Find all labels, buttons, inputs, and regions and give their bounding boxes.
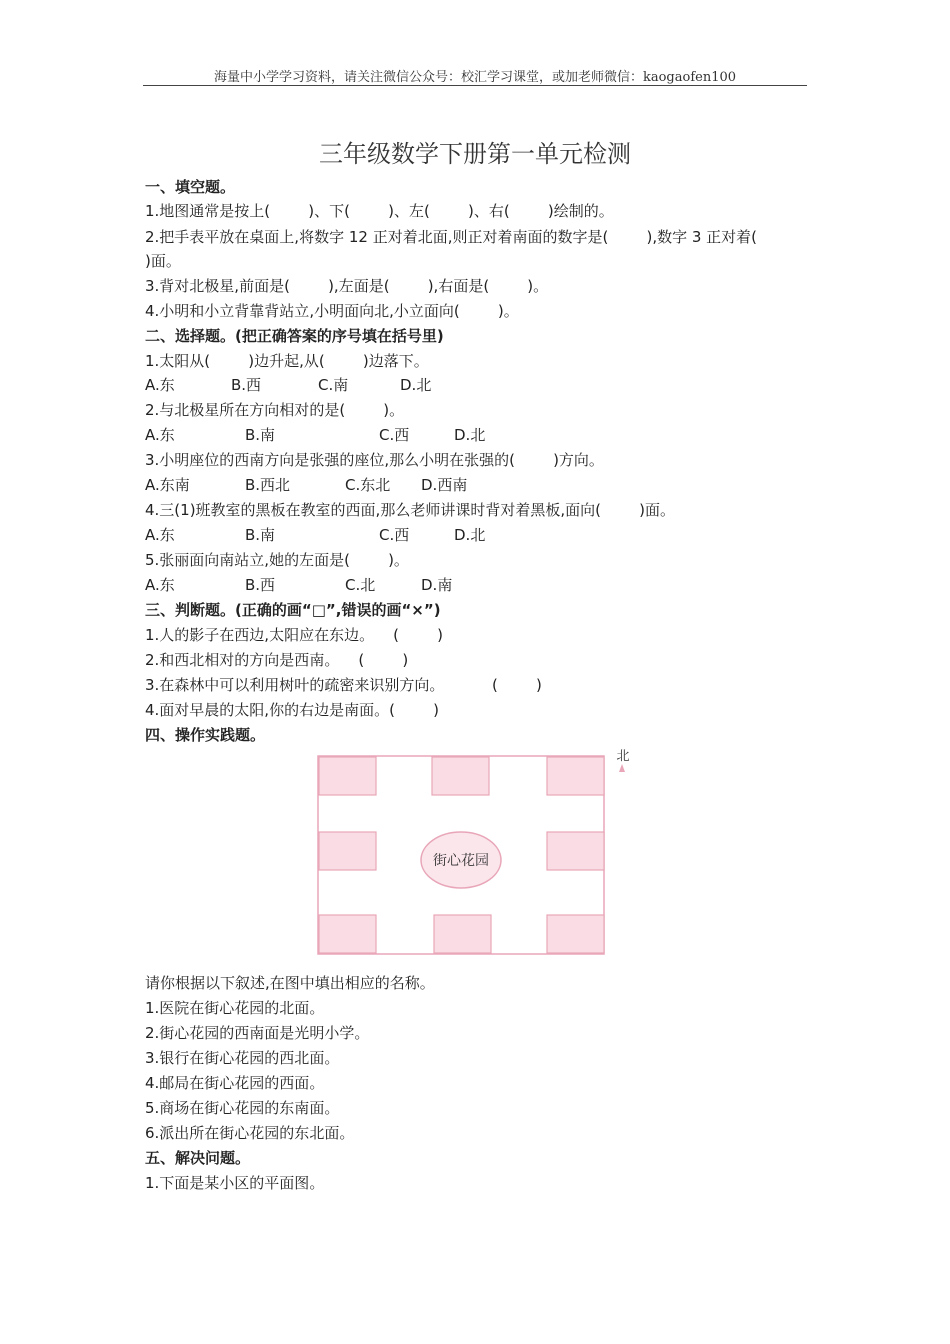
option: B.南 <box>245 426 276 444</box>
s2-q4-options <box>145 525 545 545</box>
s4-intro: 请你根据以下叙述,在图中填出相应的名称。 <box>145 974 435 992</box>
s2-q1-options <box>145 375 545 395</box>
s4-item-3: 3.银行在街心花园的西北面。 <box>145 1049 340 1067</box>
option: C.南 <box>318 376 349 394</box>
s2-question-2: 2.与北极星所在方向相对的是( )。 <box>145 401 405 419</box>
map-block-south <box>434 915 491 953</box>
option: C.西 <box>379 426 410 444</box>
option: D.北 <box>454 526 486 544</box>
page-header: 海量中小学学习资料，请关注微信公众号：校汇学习课堂，或加老师微信：kaogaofen100 <box>213 70 737 85</box>
map-block-southeast <box>547 915 604 953</box>
option: A.东 <box>145 576 175 594</box>
map-block-east <box>547 832 604 870</box>
option: B.西 <box>245 576 276 594</box>
option: C.西 <box>379 526 410 544</box>
s5-question-1: 1.下面是某小区的平面图。 <box>145 1174 325 1192</box>
north-arrow-icon <box>619 764 625 772</box>
section5-heading: 五、解决问题。 <box>145 1149 251 1167</box>
s4-item-4: 4.邮局在街心花园的西面。 <box>145 1074 325 1092</box>
map-block-southwest <box>319 915 376 953</box>
option: D.北 <box>454 426 486 444</box>
section2-heading: 二、选择题。(把正确答案的序号填在括号里) <box>145 327 444 345</box>
s2-question-1: 1.太阳从( )边升起,从( )边落下。 <box>145 352 429 370</box>
north-label: 北 <box>616 749 630 764</box>
option: B.西 <box>231 376 262 394</box>
s1-question-2: 2.把手表平放在桌面上,将数字 12 正对着北面,则正对着南面的数字是( ),数字 3 正对着( <box>145 228 758 246</box>
s4-item-6: 6.派出所在街心花园的东北面。 <box>145 1124 355 1142</box>
section3-heading: 三、判断题。(正确的画“□”,错误的画“×”) <box>145 601 441 619</box>
s4-item-1: 1.医院在街心花园的北面。 <box>145 999 325 1017</box>
option: A.东 <box>145 426 175 444</box>
s4-item-2: 2.街心花园的西南面是光明小学。 <box>145 1024 370 1042</box>
map-block-west <box>319 832 376 870</box>
s1-question-1: 1.地图通常是按上( )、下( )、左( )、右( )绘制的。 <box>145 202 614 220</box>
option: B.西北 <box>245 476 291 494</box>
s3-question-2: 2.和西北相对的方向是西南。 ( ) <box>145 651 409 669</box>
section4-heading: 四、操作实践题。 <box>145 726 266 744</box>
option: A.东 <box>145 526 175 544</box>
option: D.南 <box>421 576 453 594</box>
s4-item-5: 5.商场在街心花园的东南面。 <box>145 1099 340 1117</box>
option: D.北 <box>400 376 432 394</box>
map-svg <box>316 746 636 958</box>
s3-question-3: 3.在森林中可以利用树叶的疏密来识别方向。 ( ) <box>145 676 542 694</box>
option: D.西南 <box>421 476 468 494</box>
s1-question-4: 4.小明和小立背靠背站立,小明面向北,小立面向( )。 <box>145 302 519 320</box>
map-block-northwest <box>319 757 376 795</box>
s2-q5-options <box>145 575 545 595</box>
s1-question-3: 3.背对北极星,前面是( ),左面是( ),右面是( )。 <box>145 277 549 295</box>
s2-question-4: 4.三(1)班教室的黑板在教室的西面,那么老师讲课时背对着黑板,面向( )面。 <box>145 501 675 519</box>
option: C.北 <box>345 576 376 594</box>
street-map-figure <box>316 746 636 958</box>
s3-question-1: 1.人的影子在西边,太阳应在东边。 ( ) <box>145 626 444 644</box>
s2-question-5: 5.张丽面向南站立,她的左面是( )。 <box>145 551 409 569</box>
map-block-northeast <box>547 757 604 795</box>
s3-question-4: 4.面对早晨的太阳,你的右边是南面。( ) <box>145 701 439 719</box>
s2-question-3: 3.小明座位的西南方向是张强的座位,那么小明在张强的( )方向。 <box>145 451 604 469</box>
option: A.东 <box>145 376 175 394</box>
option: A.东南 <box>145 476 190 494</box>
s2-q2-options <box>145 425 545 445</box>
section1-heading: 一、填空题。 <box>145 178 236 196</box>
s2-q3-options <box>145 475 545 495</box>
map-block-north <box>432 757 489 795</box>
page-title: 三年级数学下册第一单元检测 <box>319 140 631 168</box>
s1-question-2-cont: )面。 <box>145 252 181 270</box>
option: C.东北 <box>345 476 391 494</box>
option: B.南 <box>245 526 276 544</box>
header-rule <box>143 85 807 86</box>
garden-label: 街心花园 <box>433 853 489 869</box>
